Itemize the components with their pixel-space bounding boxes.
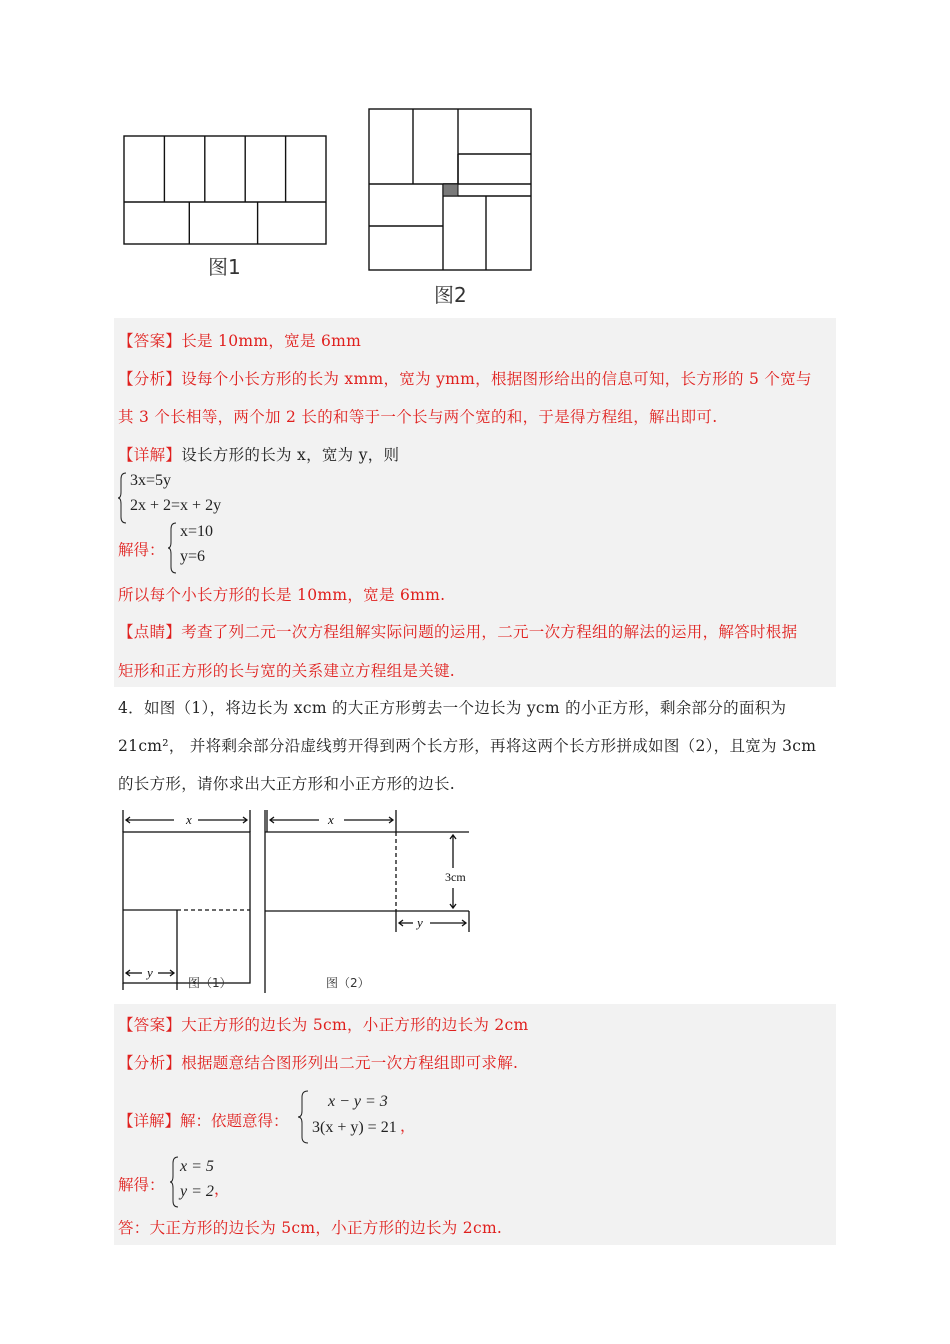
comment-tag: 【点睛】 [118, 623, 182, 641]
fig2-y-label: y [417, 915, 423, 930]
brace-icon [168, 522, 178, 574]
detail-tag: 【详解】 [118, 1112, 181, 1130]
figure-2 [364, 104, 539, 309]
q3-conclusion: 所以每个小长方形的长是 10mm，宽是 6mm. [118, 586, 446, 604]
q4-text-line3: 的长方形，请你求出大正方形和小正方形的边长. [118, 775, 456, 793]
q4-detail [118, 1090, 518, 1146]
q4-sol1: x = 5 [180, 1158, 214, 1175]
q3-detail [118, 443, 399, 465]
fig1-x-label: x [186, 812, 192, 827]
analysis-tag: 【分析】 [118, 370, 182, 388]
q3-sol2: y=6 [180, 548, 206, 565]
fig2-x-label: x [328, 812, 334, 827]
answer-tag: 【答案】 [118, 332, 182, 350]
q4-analysis [118, 1051, 518, 1073]
answer-text: 大正方形的边长为 5cm，小正方形的边长为 2cm [181, 1016, 529, 1034]
answer-text: 长是 10mm，宽是 6mm [181, 332, 362, 350]
figure-1-label: 图1 [208, 255, 241, 279]
q4-answer [118, 1013, 529, 1035]
q4-sol2: y = 2 [180, 1183, 214, 1200]
comma: ， [400, 1117, 416, 1135]
q3-comment-line1 [118, 620, 797, 642]
fig1-y-label: y [147, 965, 153, 980]
brace-icon [298, 1090, 310, 1144]
fig2-3cm-label: 3cm [445, 870, 466, 884]
q3-analysis-line2: 其 3 个长相等，两个加 2 长的和等于一个长与两个宽的和，于是得方程组，解出即可. [118, 408, 718, 426]
q4-figure [114, 806, 474, 996]
figure-2-label: 图2 [434, 283, 467, 307]
q3-analysis-line1 [118, 367, 812, 389]
brace-icon [118, 472, 128, 524]
analysis-tag: 【分析】 [118, 1054, 182, 1072]
q3-sol1: x=10 [180, 523, 214, 540]
detail-tag: 【详解】 [118, 446, 182, 464]
detail-text: 设长方形的长为 x，宽为 y，则 [181, 446, 400, 464]
q4-text-line1: 4．如图（1），将边长为 xcm 的大正方形剪去一个边长为 ycm 的小正方形，剩余部分的面积为 [118, 699, 787, 717]
q3-comment-line2: 矩形和正方形的长与宽的关系建立方程组是关键. [118, 662, 456, 680]
comment-text-1: 考查了列二元一次方程组解实际问题的运用，二元一次方程组的解法的运用，解答时根据 [181, 623, 798, 641]
detail-text: 解：依题意得： [180, 1112, 289, 1130]
q4-solution-system [118, 1155, 418, 1211]
solve-label: 解得： [118, 1176, 165, 1194]
brace-icon [170, 1156, 180, 1208]
analysis-text-1: 设每个小长方形的长为 xmm，宽为 ymm，根据图形给出的信息可知，长方形的 5 个宽与 [181, 370, 812, 388]
figure-1 [118, 128, 333, 280]
solve-label: 解得： [118, 541, 165, 559]
q4-conclusion: 答：大正方形的边长为 5cm，小正方形的边长为 2cm. [118, 1219, 503, 1237]
q4-eq2: 3(x + y) = 21 [312, 1119, 397, 1136]
q4-text-line2: 21cm²， 并将剩余部分沿虚线剪开得到两个长方形，再将这两个长方形拼成如图（2），且宽为 3cm [118, 737, 817, 755]
q4-eq1: x − y = 3 [328, 1093, 388, 1110]
fig1-caption: 图（1） [188, 976, 232, 990]
q3-answer [118, 329, 361, 351]
fig2-caption: 图（2） [326, 976, 370, 990]
analysis-text: 根据题意结合图形列出二元一次方程组即可求解. [181, 1054, 519, 1072]
q3-eq2: 2x + 2=x + 2y [130, 497, 222, 514]
comma: ， [214, 1180, 230, 1198]
q3-eq1: 3x=5y [130, 472, 172, 489]
answer-tag: 【答案】 [118, 1016, 182, 1034]
